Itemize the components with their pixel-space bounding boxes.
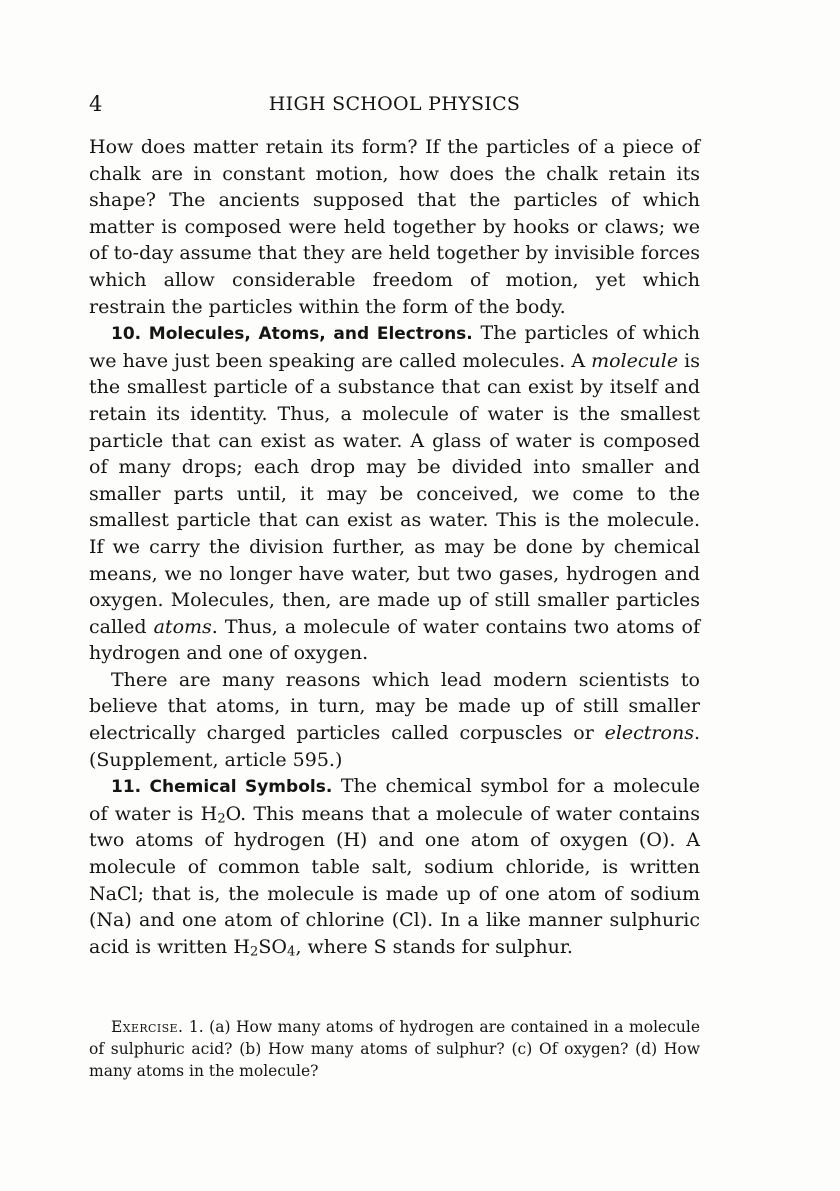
body-text — [89, 134, 700, 960]
section-10-heading: 10. Molecules, Atoms, and Electrons. — [111, 324, 473, 345]
section-10-text-b: is the smallest particle of a substance that can exist by itself and retain its identity. Thus, a molecule of water is the smallest particle that can exist as water. A glass of water is composed of many drops; each drop may be divided into smaller and smaller parts until, it may be conceived, we come to the smallest particle that can exist as water. This is the molecule. If we carry the division further, as may be done by chemical means, we no longer have water, but two gases, hydrogen and oxygen. Molecules, then, are made up of still smaller particles called — [89, 349, 700, 638]
section-11-text-c: SO — [258, 935, 287, 958]
term-molecule: molecule — [591, 349, 679, 372]
section-11-text-d: , where S stands for sulphur. — [295, 935, 573, 958]
electrons-text-b: . (Supplement, article 595.) — [89, 722, 700, 771]
section-11-heading: 11. Chemical Symbols. — [111, 777, 333, 798]
running-title: HIGH SCHOOL PHYSICS — [268, 93, 521, 115]
subscript-4-acid: 4 — [286, 944, 296, 960]
section-11-paragraph — [89, 773, 700, 960]
section-10-text-a: The particles of which we have just been speaking are called molecules. A — [89, 322, 700, 372]
exercise-block — [89, 1016, 700, 1082]
section-10-paragraph — [89, 320, 700, 667]
paragraph-electrons — [89, 667, 700, 773]
section-10-text-c: . Thus, a molecule of water contains two atoms of hydrogen and one of oxygen. — [89, 615, 701, 665]
electrons-text-a: There are many reasons which lead modern scientists to believe that atoms, in turn, may be made up of still smaller electrically charged particles called corpuscles or — [89, 668, 700, 745]
paragraph-matter-form: How does matter retain its form? If the particles of a piece of chalk are in constant motion, how does the chalk retain its shape? The ancients supposed that the particles of which matter is composed were held together by hooks or claws; we of to-day assume that they are held together by invisible forces which allow considerable freedom of motion, yet which restrain the particles within the form of the body. — [89, 136, 700, 318]
term-atoms: atoms — [153, 615, 212, 638]
exercise-label: Exercise. — [111, 1017, 184, 1036]
page-number: 4 — [89, 92, 103, 116]
subscript-2-water: 2 — [217, 811, 226, 827]
term-electrons: electrons — [604, 722, 694, 745]
exercise-text: 1. (a) How many atoms of hydrogen are contained in a molecule of sulphuric acid? (b) How many atoms of sulphur? (c) Of oxygen? (d) How many atoms in the molecule? — [89, 1017, 700, 1080]
section-11-text-b: O. This means that a molecule of water contains two atoms of hydrogen (H) and one atom of oxygen (O). A molecule of common table salt, sodium chloride, is written NaCl; that is, the molecule is made up of one atom of sodium (Na) and one atom of chlorine (Cl). In a like manner sulphuric acid is written H — [89, 802, 700, 958]
section-11-text-a: The chemical symbol for a molecule of water is H — [89, 775, 700, 825]
page-header — [89, 92, 700, 120]
subscript-2-acid: 2 — [249, 944, 259, 960]
